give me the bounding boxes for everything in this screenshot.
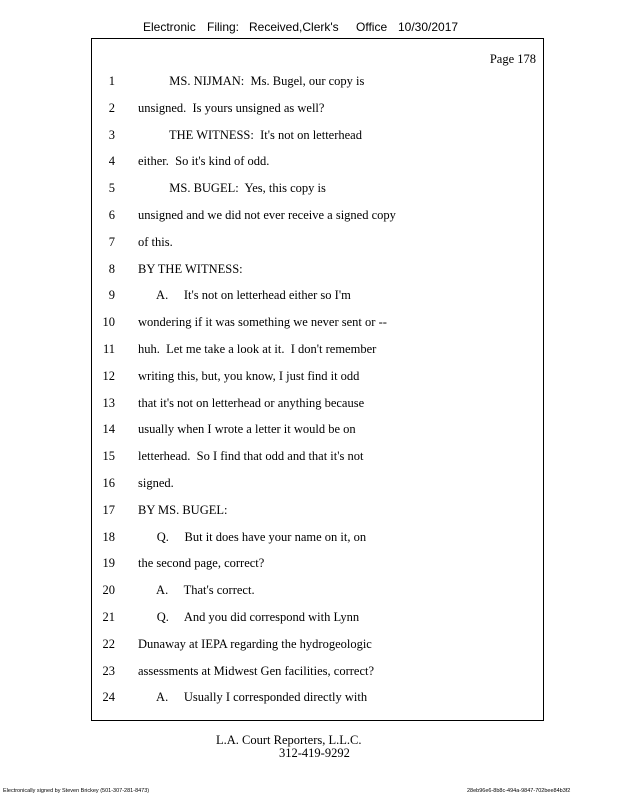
transcript-line	[0, 422, 618, 442]
line-text: MS. NIJMAN: Ms. Bugel, our copy is	[138, 74, 365, 88]
line-text: unsigned and we did not ever receive a signed copy	[138, 208, 396, 222]
transcript-line	[0, 101, 618, 121]
line-number: 16	[102, 476, 115, 490]
line-number: 3	[108, 127, 115, 142]
line-number: 12	[102, 368, 115, 383]
line-number: 24	[102, 690, 115, 705]
line-text: assessments at Midwest Gen facilities, correct?	[138, 663, 375, 678]
line-text: huh. Let me take a look at it. I don't remember	[138, 342, 377, 356]
line-text: either. So it's kind of odd.	[138, 154, 270, 169]
line-number: 2	[108, 100, 115, 115]
header-date: 10/30/2017	[398, 20, 459, 34]
transcript-line	[0, 396, 618, 416]
header-electronic: Electronic	[143, 20, 196, 34]
transcript-line	[0, 369, 618, 389]
transcript-line	[0, 342, 618, 362]
line-text: signed.	[138, 476, 174, 490]
line-text: usually when I wrote a letter it would be on	[138, 422, 356, 437]
line-number: 6	[108, 208, 115, 222]
e-signature-right: 28eb96e6-8b8c-494a-9847-702bee84b3f2	[467, 788, 571, 794]
transcript-line	[0, 503, 618, 523]
line-number: 10	[102, 315, 115, 330]
line-number: 19	[102, 556, 115, 571]
reporter-company: L.A. Court Reporters, L.L.C.	[216, 733, 362, 747]
transcript-line	[0, 449, 618, 469]
transcript-line	[0, 637, 618, 657]
line-text: writing this, but, you know, I just find it odd	[138, 368, 360, 383]
line-text: THE WITNESS: It's not on letterhead	[138, 127, 362, 142]
transcript-line	[0, 154, 618, 174]
line-text: the second page, correct?	[138, 556, 265, 571]
line-text: A. It's not on letterhead either so I'm	[138, 288, 351, 303]
line-number: 17	[102, 502, 115, 517]
line-text: BY MS. BUGEL:	[138, 502, 228, 517]
page-number: Page 178	[489, 52, 536, 66]
line-text: unsigned. Is yours unsigned as well?	[138, 100, 325, 115]
line-number: 4	[108, 154, 115, 169]
line-text: of this.	[138, 234, 173, 249]
line-number: 18	[102, 529, 115, 544]
transcript-line	[0, 690, 618, 710]
line-number: 15	[102, 449, 115, 464]
transcript-line	[0, 262, 618, 282]
transcript-line	[0, 583, 618, 603]
transcript-line	[0, 128, 618, 148]
line-number: 9	[108, 288, 115, 303]
line-text: BY THE WITNESS:	[138, 261, 243, 276]
line-number: 11	[102, 342, 115, 356]
line-number: 22	[102, 636, 115, 651]
line-text: that it's not on letterhead or anything because	[138, 395, 365, 410]
e-signature-left: Electronically signed by Steven Brickey (501-307-281-8473)	[3, 788, 150, 794]
transcript-line	[0, 556, 618, 576]
line-number: 8	[108, 261, 115, 276]
line-number: 14	[102, 422, 115, 437]
line-number: 23	[102, 663, 115, 678]
line-number: 20	[102, 583, 115, 598]
line-number: 1	[108, 74, 115, 88]
header-office: Office	[356, 20, 388, 34]
line-text: A. Usually I corresponded directly with	[138, 690, 368, 705]
transcript-line	[0, 235, 618, 255]
line-text: Dunaway at IEPA regarding the hydrogeologic	[138, 636, 372, 651]
header-received: Received,Clerk's	[249, 20, 339, 34]
line-number: 21	[102, 610, 115, 624]
transcript-line	[0, 74, 618, 94]
line-text: Q. And you did correspond with Lynn	[138, 610, 360, 624]
header-filing: Filing:	[207, 20, 240, 34]
transcript-line	[0, 288, 618, 308]
line-number: 5	[108, 181, 115, 196]
transcript-line	[0, 530, 618, 550]
transcript-line	[0, 181, 618, 201]
filing-header	[0, 20, 618, 38]
line-text: A. That's correct.	[138, 583, 255, 598]
line-text: wondering if it was something we never sent or --	[138, 315, 387, 330]
transcript-line	[0, 208, 618, 228]
line-text: MS. BUGEL: Yes, this copy is	[138, 181, 326, 196]
transcript-line	[0, 610, 618, 630]
line-text: letterhead. So I find that odd and that it's not	[138, 449, 364, 464]
transcript-line	[0, 476, 618, 496]
transcript-line	[0, 664, 618, 684]
line-text: Q. But it does have your name on it, on	[138, 529, 367, 544]
reporter-phone: 312-419-9292	[279, 746, 350, 760]
transcript-line	[0, 315, 618, 335]
line-number: 7	[108, 234, 115, 249]
line-number: 13	[102, 395, 115, 410]
